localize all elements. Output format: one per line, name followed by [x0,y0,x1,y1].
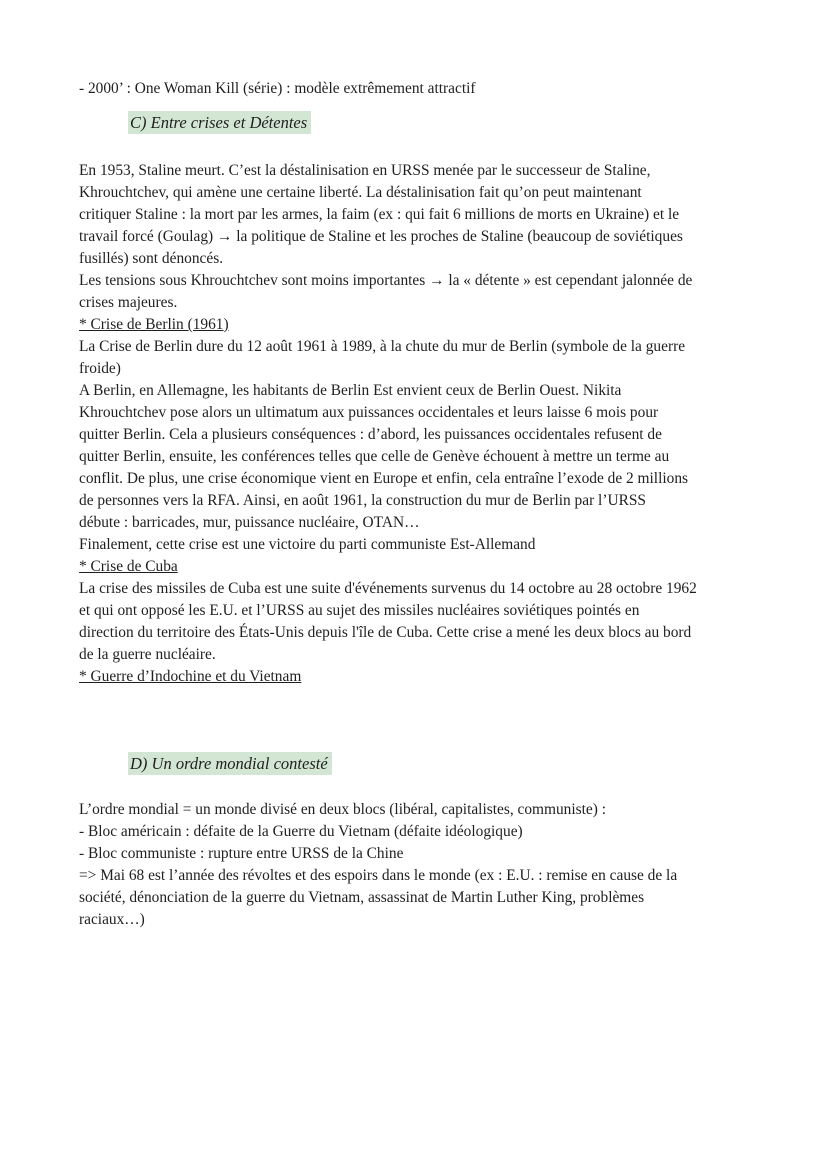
section-c-body [79,160,759,688]
berlin-paragraph: La Crise de Berlin dure du 12 août 1961 à 1989, à la chute du mur de Berlin (symbole de la guerre froide) A Berlin, en Allemagne, les habitants de Berlin Est envient ceux de Berlin Ouest. Nikita Khrouchtchev pose alors un ultimatum aux puissances occidentales et leurs laisse 6 mois pour quitter Berlin. Cela a plusieurs conséquences : d’abord, les puissances occidentales refusent de quitter Berlin, ensuite, les conférences telles que celle de Genève échouent à mettre un terme au conflit. De plus, une crise économique vient en Europe et enfin, cela entraîne l’exode de 2 millions de personnes vers la RFA. Ainsi, en août 1961, la construction du mur de Berlin par l’URSS débute : barricades, mur, puissance nucléaire, OTAN… Finalement, cette crise est une victoire du parti communiste Est-Allemand [79,338,689,553]
section-d-body [79,799,759,931]
berlin-subtitle: * Crise de Berlin (1961) [79,316,229,333]
section-c-heading: C) Entre crises et Détentes [128,111,311,134]
section-c-heading-wrap [79,111,759,135]
cuba-subtitle: * Crise de Cuba [79,558,178,575]
destalinisation-paragraph: En 1953, Staline meurt. C’est la déstalinisation en URSS menée par le successeur de Staline, Khrouchtchev, qui amène une certaine liberté. La déstalinisation fait qu’on peut maintenant critiquer Staline : la mort par les armes, la faim (ex : qui fait 6 millions de morts en Ukraine) et le travail forcé (Goulag) → la politique de Staline et les proches de Staline (beaucoup de soviétiques fusillés) sont dénoncés. [79,162,683,267]
tensions-paragraph: Les tensions sous Khrouchtchev sont moins importantes → la « détente » est cependant jalonnée de crises majeures. [79,272,693,311]
indochine-subtitle: * Guerre d’Indochine et du Vietnam [79,668,302,685]
cuba-paragraph: La crise des missiles de Cuba est une suite d'événements survenus du 14 octobre au 28 octobre 1962 et qui ont opposé les E.U. et l’URSS au sujet des missiles nucléaires soviétiques pointés en direction du territoire des États-Unis depuis l'île de Cuba. Cette crise a mené les deux blocs au bord de la guerre nucléaire. [79,580,697,663]
document-content [79,78,759,931]
ordre-mondial-paragraph: L’ordre mondial = un monde divisé en deux blocs (libéral, capitalistes, communiste) : - Bloc américain : défaite de la Guerre du Vietnam (défaite idéologique) - Bloc communiste : rupture entre URSS de la Chine => Mai 68 est l’année des révoltes et des espoirs dans le monde (ex : E.U. : remise en cause de la société, dénonciation de la guerre du Vietnam, assassinat de Martin Luther King, problèmes raciaux…) [79,801,678,928]
intro-line: - 2000’ : One Woman Kill (série) : modèle extrêmement attractif [79,80,476,97]
section-d-heading-wrap [79,752,759,776]
section-d-heading: D) Un ordre mondial contesté [128,752,332,775]
